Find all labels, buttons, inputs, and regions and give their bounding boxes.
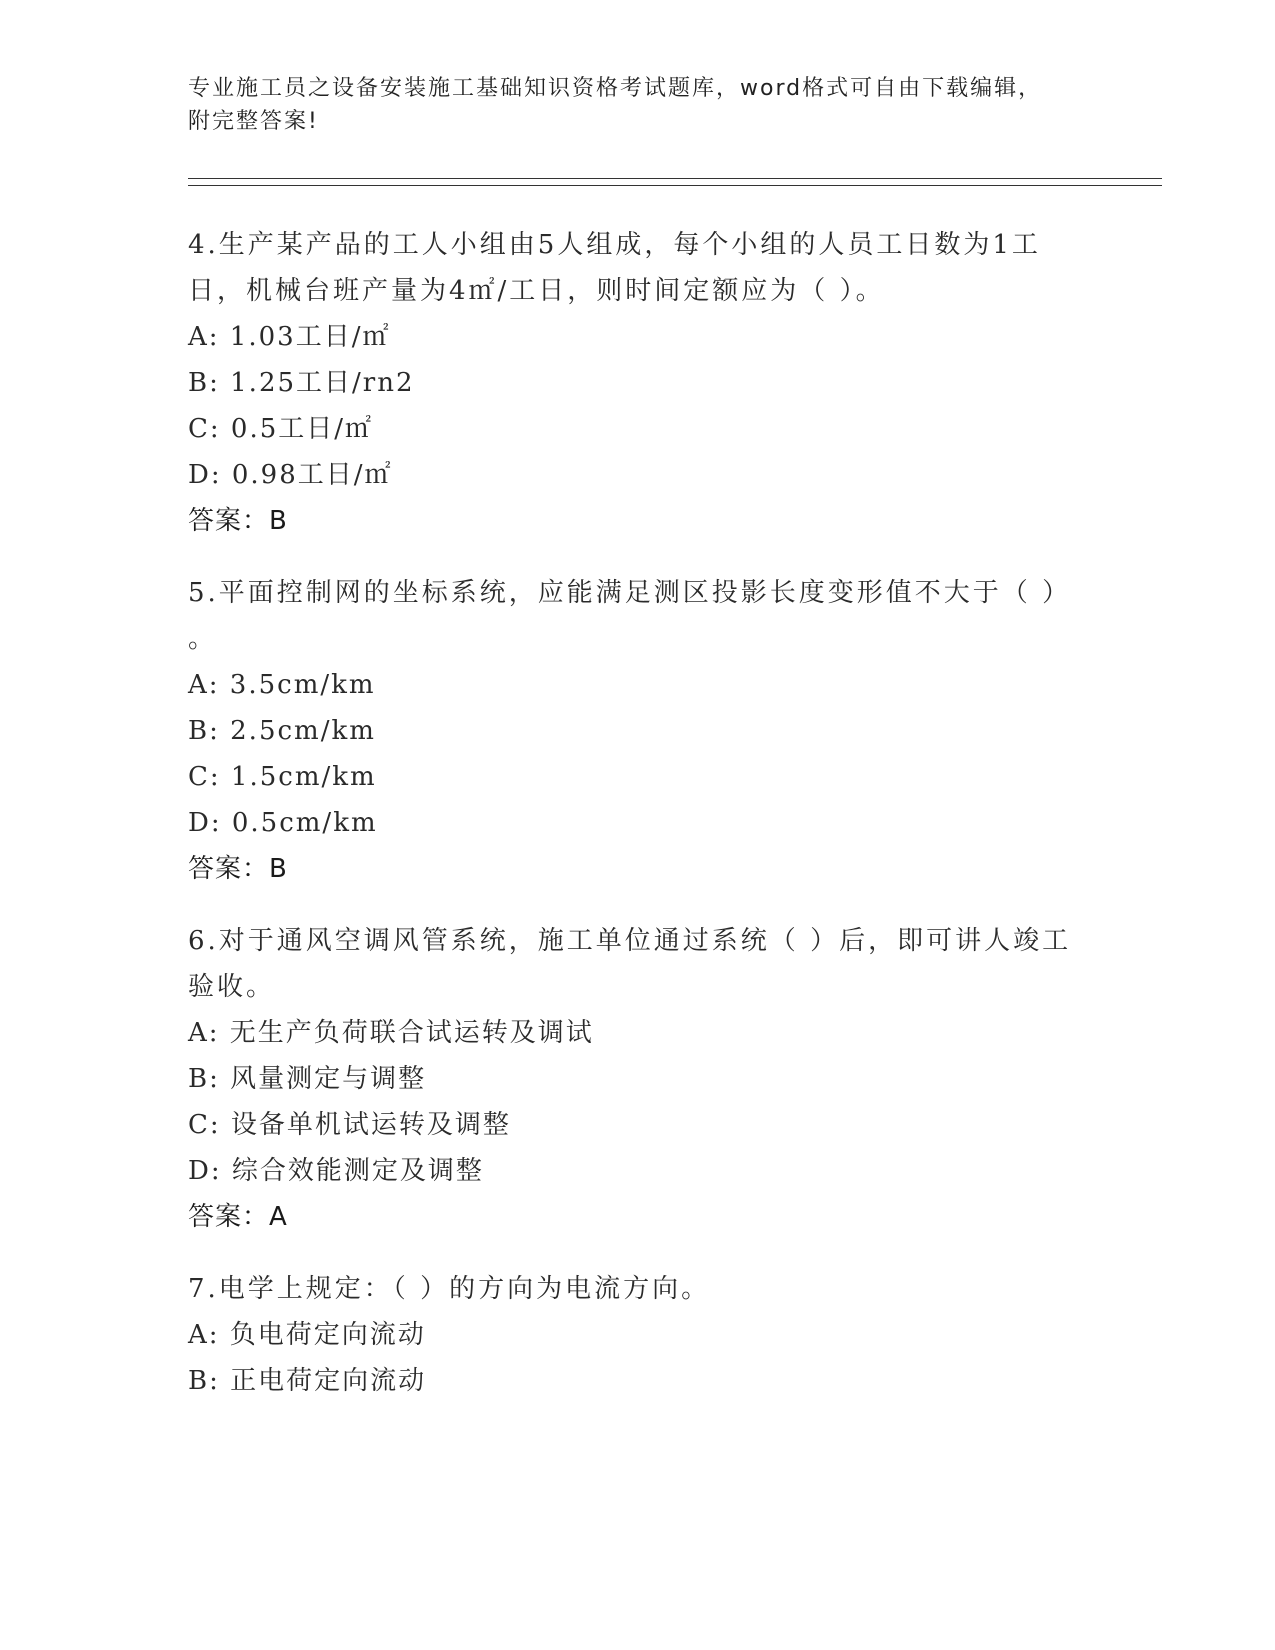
question-stem-line: 7.电学上规定：（ ）的方向为电流方向。 [188, 1274, 711, 1304]
option-d: D: 0.98工日/㎡ [188, 460, 393, 490]
option-d: D: 综合效能测定及调整 [188, 1156, 484, 1186]
option-b: B: 2.5cm/km [188, 716, 376, 746]
option-d: D: 0.5cm/km [188, 808, 378, 838]
document-header [188, 72, 1088, 138]
option-b: B: 风量测定与调整 [188, 1064, 427, 1094]
question-stem-line: 4.生产某产品的工人小组由5人组成，每个小组的人员工日数为1工 [188, 230, 1041, 260]
answer-label: 答案：B [188, 506, 288, 536]
header-divider [188, 178, 1162, 186]
question-7 [188, 1266, 1088, 1404]
option-b: B: 正电荷定向流动 [188, 1366, 427, 1396]
option-a: A: 3.5cm/km [188, 670, 376, 700]
question-stem-line: 验收。 [188, 972, 276, 1002]
header-line-1: 专业施工员之设备安装施工基础知识资格考试题库，word格式可自由下载编辑， [188, 76, 1043, 101]
question-stem [188, 222, 1088, 314]
question-stem-line: 。 [188, 624, 218, 654]
question-stem [188, 918, 1088, 1010]
question-5 [188, 570, 1088, 892]
option-a: A: 无生产负荷联合试运转及调试 [188, 1018, 594, 1048]
header-line-2: 附完整答案! [188, 109, 319, 134]
option-c: C: 0.5工日/㎡ [188, 414, 374, 444]
question-4 [188, 222, 1088, 544]
question-stem-line: 6.对于通风空调风管系统，施工单位通过系统（ ）后，即可讲人竣工 [188, 926, 1072, 956]
question-stem [188, 1266, 1088, 1312]
question-6 [188, 918, 1088, 1240]
option-a: A: 1.03工日/㎡ [188, 322, 391, 352]
question-stem-line: 5.平面控制网的坐标系统，应能满足测区投影长度变形值不大于（ ） [188, 578, 1072, 608]
option-a: A: 负电荷定向流动 [188, 1320, 426, 1350]
option-c: C: 设备单机试运转及调整 [188, 1110, 511, 1140]
answer-label: 答案：A [188, 1202, 288, 1232]
answer-label: 答案：B [188, 854, 288, 884]
option-b: B: 1.25工日/rn2 [188, 368, 415, 398]
question-stem-line: 日，机械台班产量为4㎡/工日，则时间定额应为（ ）。 [188, 276, 885, 306]
question-stem [188, 570, 1088, 662]
option-c: C: 1.5cm/km [188, 762, 377, 792]
